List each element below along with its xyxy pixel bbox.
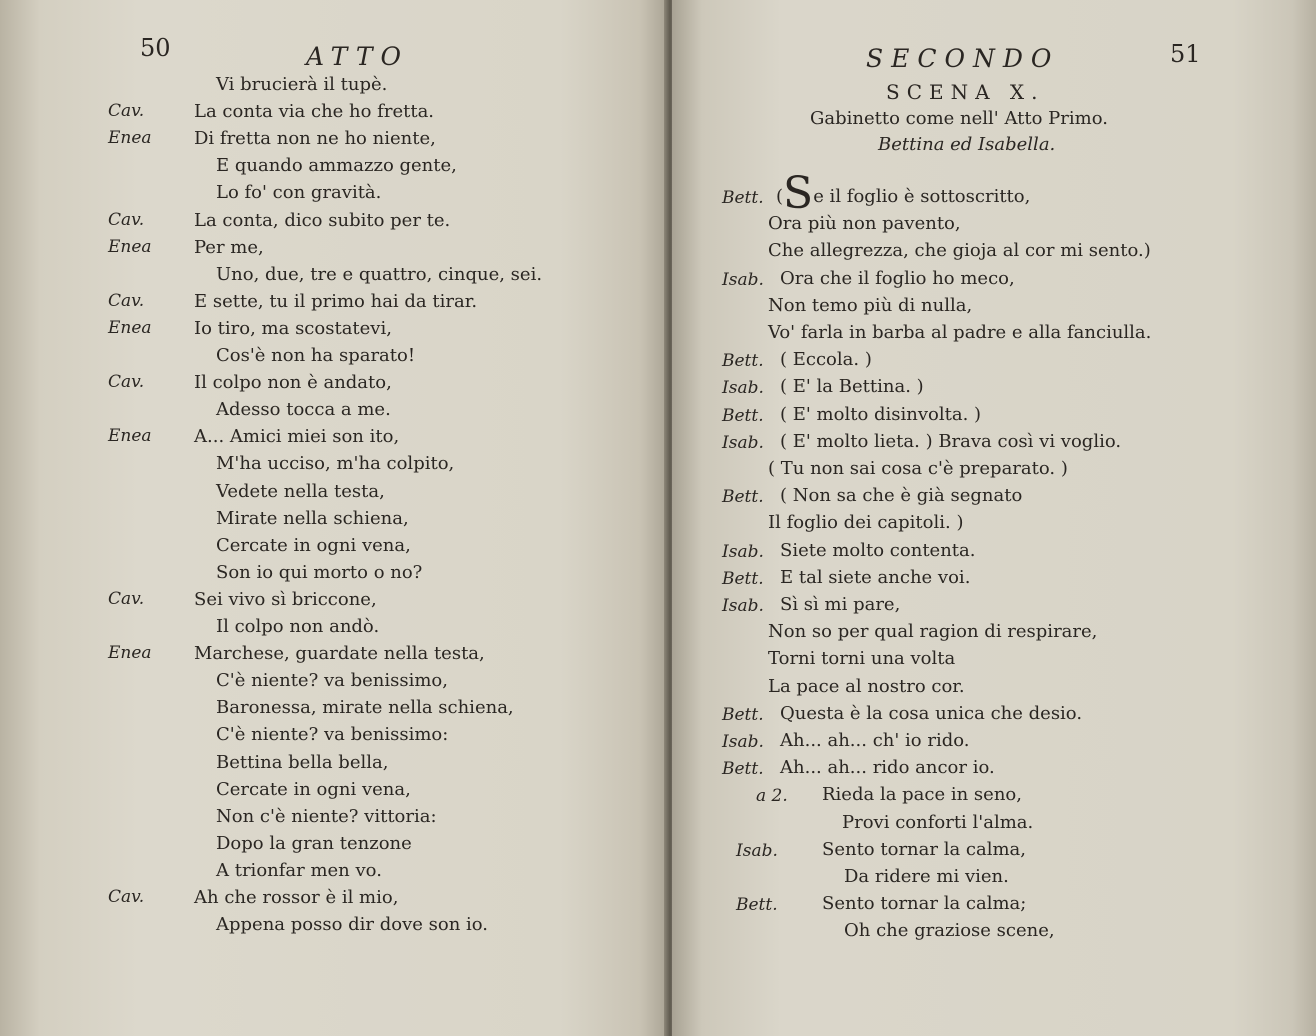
- verse-text: e il foglio è sottoscritto,: [813, 186, 1031, 207]
- verse-line: Bettina bella bella,: [216, 751, 389, 773]
- speaker-label: Bett.: [722, 188, 764, 208]
- verse-line: Torni torni una volta: [768, 648, 956, 670]
- speaker-label: Bett.: [722, 759, 764, 780]
- verse-line: Sento tornar la calma;: [822, 893, 1027, 915]
- verse-line: Vedete nella testa,: [216, 480, 385, 502]
- speaker-label: Isab.: [736, 840, 778, 861]
- drop-cap: S: [783, 168, 814, 219]
- speaker-label: Isab.: [722, 596, 764, 616]
- verse-line: (Se il foglio è sottoscritto,: [776, 168, 1031, 219]
- verse-line: Sento tornar la calma,: [822, 838, 1026, 860]
- verse-line: Il foglio dei capitoli. ): [768, 512, 964, 534]
- verse-line: Cercate in ogni vena,: [216, 534, 411, 556]
- speaker-label: Isab.: [722, 541, 764, 562]
- verse-line: ( E' molto disinvolta. ): [780, 403, 982, 425]
- speaker-label: Enea: [108, 317, 152, 338]
- verse-line: La conta, dico subito per te.: [194, 209, 451, 231]
- verse-line: Uno, due, tre e quattro, cinque, sei.: [216, 263, 543, 285]
- verse-line: Non c'è niente? vittoria:: [216, 805, 437, 827]
- verse-line: Rieda la pace in seno,: [822, 784, 1022, 806]
- verse-line: Di fretta non ne ho niente,: [194, 128, 436, 150]
- speaker-label: Enea: [108, 643, 152, 664]
- verse-line: Ah... ah... rido ancor io.: [780, 757, 995, 779]
- speaker-label: Isab.: [722, 378, 764, 399]
- right-page: [672, 0, 1316, 1036]
- verse-line: Ah... ah... ch' io rido.: [780, 730, 970, 751]
- verse-line: Dopo la gran tenzone: [216, 832, 412, 854]
- verse-line: M'ha ucciso, m'ha colpito,: [216, 453, 455, 475]
- verse-line: Io tiro, ma scostatevi,: [194, 317, 392, 339]
- scene-title: SCENA X.: [886, 80, 1045, 104]
- verse-line: Ora più non pavento,: [768, 213, 961, 235]
- verse-line: E tal siete anche voi.: [780, 566, 971, 588]
- verse-line: ( E' molto lieta. ) Brava così vi voglio.: [780, 430, 1122, 452]
- speaker-label: Bett.: [722, 351, 764, 372]
- verse-line: Che allegrezza, che gioja al cor mi sento.): [768, 240, 1151, 262]
- verse-line: Il colpo non è andato,: [194, 372, 392, 394]
- speaker-label: a 2.: [756, 786, 788, 807]
- verse-line: ( E' la Bettina. ): [780, 376, 924, 398]
- verse-line: Baronessa, mirate nella schiena,: [216, 697, 514, 719]
- running-head: SECONDO: [866, 44, 1060, 73]
- page-number: 50: [140, 34, 171, 62]
- speaker-label: Cav.: [108, 101, 145, 122]
- verse-line: A... Amici miei son ito,: [194, 426, 400, 448]
- verse-line: Sei vivo sì briccone,: [194, 588, 377, 610]
- speaker-label: Isab.: [722, 432, 764, 453]
- verse-line: La conta via che ho fretta.: [194, 101, 435, 123]
- verse-line: Son io qui morto o no?: [216, 561, 423, 583]
- page-number: 51: [1170, 40, 1201, 68]
- verse-line: Oh che graziose scene,: [844, 920, 1055, 942]
- verse-line: ( Eccola. ): [780, 349, 872, 371]
- verse-line: Siete molto contenta.: [780, 539, 976, 561]
- verse-line: Non so per qual ragion di respirare,: [768, 621, 1098, 643]
- verse-line: Vo' farla in barba al padre e alla fanciulla.: [768, 322, 1152, 343]
- running-head: ATTO: [306, 42, 409, 71]
- speaker-label: Bett.: [736, 895, 778, 916]
- speaker-label: Cav.: [108, 372, 145, 393]
- verse-line: C'è niente? va benissimo:: [216, 724, 449, 746]
- speaker-label: Cav.: [108, 209, 145, 230]
- verse-line: Adesso tocca a me.: [216, 399, 391, 421]
- verse-line: Sì sì mi pare,: [780, 594, 901, 615]
- verse-line: ( Non sa che è già segnato: [780, 485, 1023, 507]
- speaker-label: Enea: [108, 426, 152, 447]
- speaker-label: Isab.: [722, 269, 764, 290]
- verse-line: Non temo più di nulla,: [768, 294, 973, 316]
- verse-line: Cercate in ogni vena,: [216, 778, 411, 800]
- speaker-label: Bett.: [722, 405, 764, 426]
- verse-line: Marchese, guardate nella testa,: [194, 643, 485, 665]
- speaker-label: Bett.: [722, 487, 764, 508]
- speaker-label: Enea: [108, 128, 152, 149]
- verse-line: Appena posso dir dove son io.: [216, 914, 489, 936]
- verse-line: La pace al nostro cor.: [768, 675, 965, 697]
- verse-line: ( Tu non sai cosa c'è preparato. ): [768, 458, 1068, 479]
- verse-line: Per me,: [194, 236, 264, 258]
- verse-line: C'è niente? va benissimo,: [216, 670, 448, 692]
- speaker-label: Bett.: [722, 568, 764, 589]
- verse-line: Il colpo non andò.: [216, 616, 380, 637]
- verse-line: Provi conforti l'alma.: [842, 811, 1034, 833]
- verse-line: Cos'è non ha sparato!: [216, 345, 416, 366]
- speaker-label: Cav.: [108, 588, 145, 609]
- verse-line: A trionfar men vo.: [216, 859, 382, 881]
- scene-characters: Bettina ed Isabella.: [878, 134, 1056, 155]
- verse-line: Vi brucierà il tupè.: [216, 74, 388, 95]
- speaker-label: Cav.: [108, 290, 145, 311]
- verse-line: Da ridere mi vien.: [844, 866, 1009, 887]
- speaker-label: Cav.: [108, 887, 145, 907]
- verse-line: E sette, tu il primo hai da tirar.: [194, 290, 478, 312]
- verse-line: Mirate nella schiena,: [216, 507, 409, 529]
- scene-setting: Gabinetto come nell' Atto Primo.: [810, 108, 1108, 129]
- verse-line: Lo fo' con gravità.: [216, 182, 382, 204]
- speaker-label: Isab.: [722, 732, 764, 752]
- verse-line: E quando ammazzo gente,: [216, 155, 457, 177]
- verse-line: Ah che rossor è il mio,: [194, 887, 399, 908]
- speaker-label: Enea: [108, 236, 152, 257]
- speaker-label: Bett.: [722, 704, 764, 725]
- verse-line: Questa è la cosa unica che desio.: [780, 702, 1083, 724]
- verse-line: Ora che il foglio ho meco,: [780, 267, 1015, 289]
